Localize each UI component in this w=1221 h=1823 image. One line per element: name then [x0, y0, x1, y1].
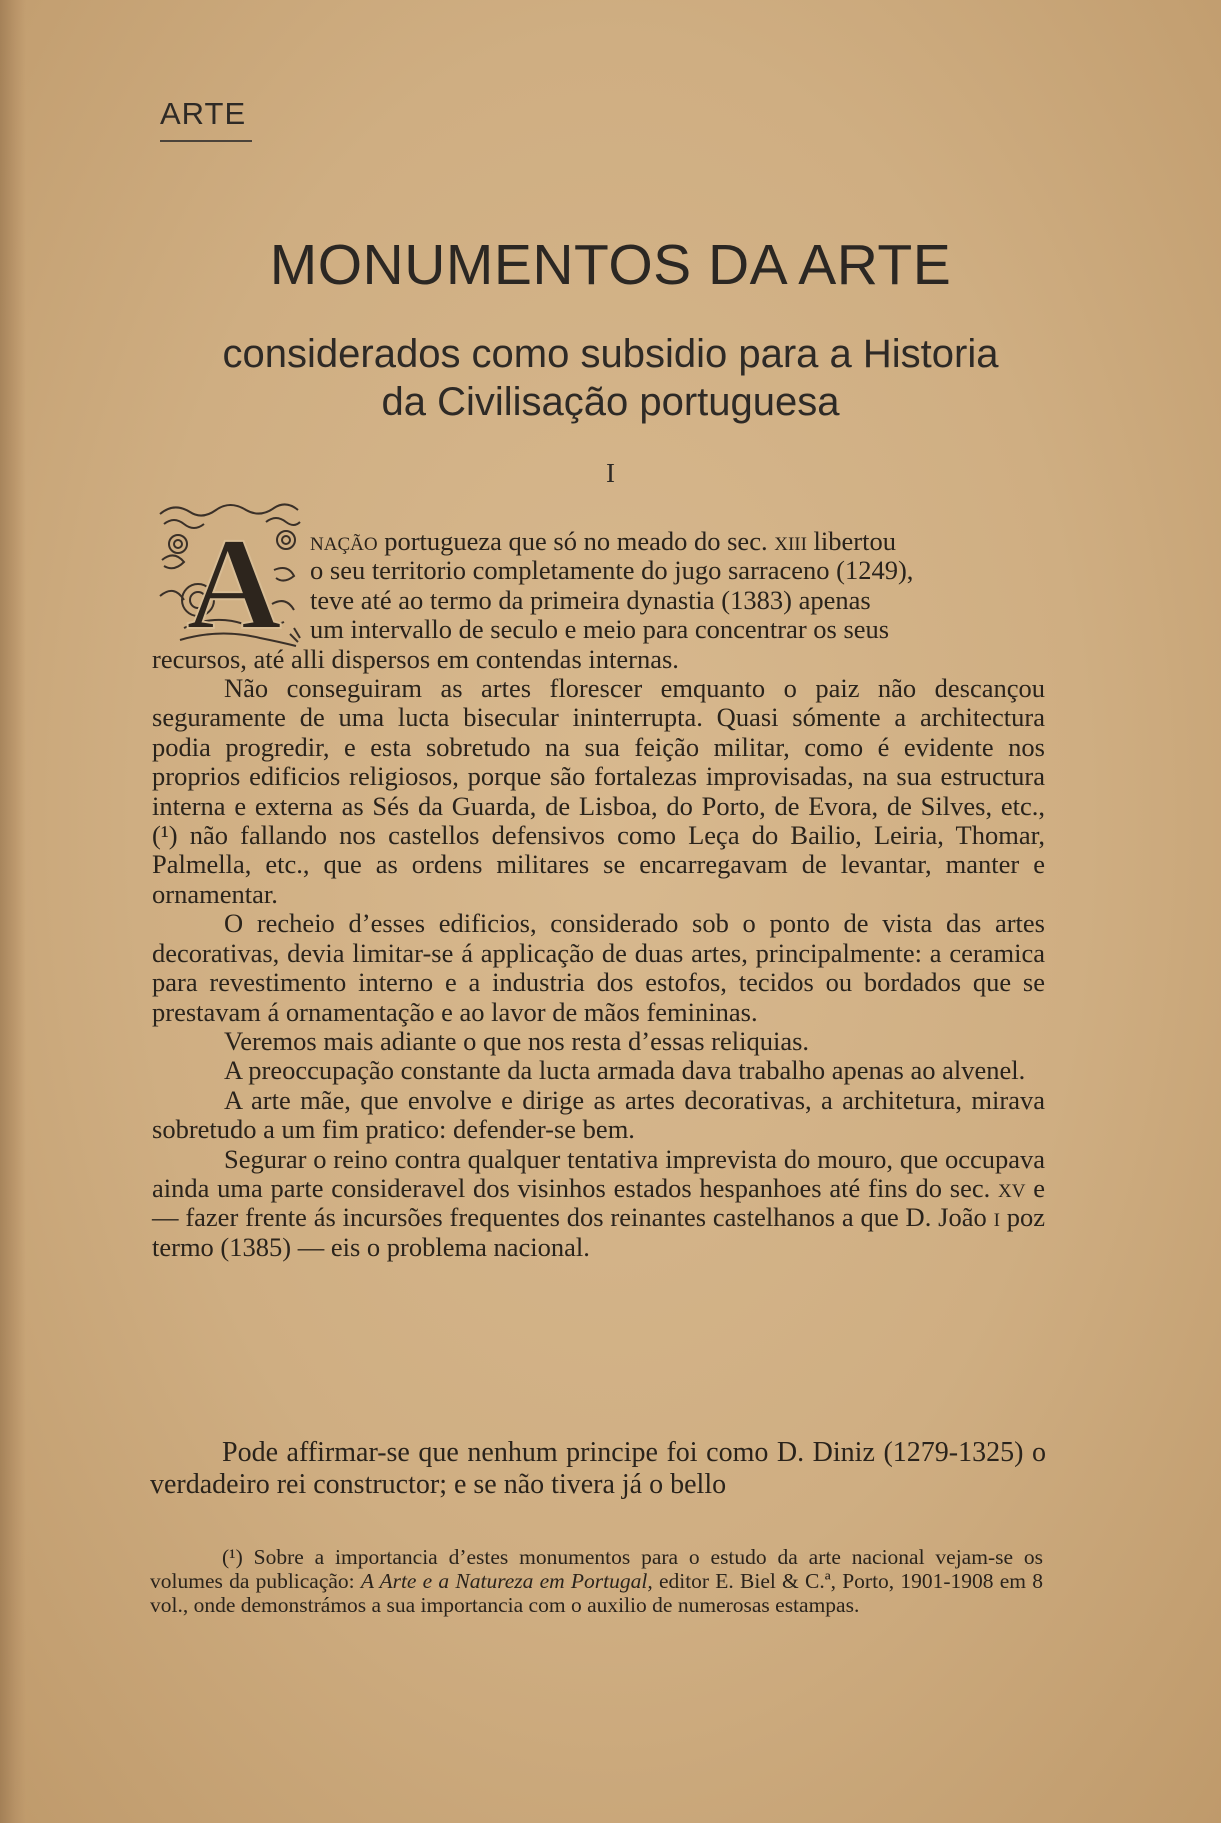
paragraph-2: Não conseguiram as artes florescer emquanto o paiz não descançou seguramente de uma lucta bisecular ininterrupta. Quasi sómente a architectura podia progredir, e esta sobretudo na sua feição militar, como é evidente nos proprios edificios religiosos, porque são fortalezas improvisadas, na sua estructura interna e externa as Sés da Guarda, de Lisboa, do Porto, de Evora, de Silves, etc., (¹) não fallando nos castellos defensivos como Leça do Bailio, Leiria, Thomar, Palmella, etc., que as ordens militares se encarregavam de levantar, manter e ornamentar.: [152, 673, 1045, 909]
paragraph-1-line-5: recursos, até alli dispersos em contendas internas.: [152, 643, 679, 674]
subtitle-line-2: da Civilisação portuguesa: [381, 380, 840, 424]
paragraph-7-part-3: poz termo (1385) — eis o problema nacional.: [152, 1202, 1046, 1262]
king-numeral: i: [993, 1202, 1000, 1233]
footnote-work-title: A Arte e a Natureza em Portugal,: [360, 1569, 653, 1593]
paragraph-1-line-2: o seu territorio completamente do jugo sarraceno (1249),: [310, 555, 914, 586]
running-head-rule: [160, 140, 252, 142]
footnote-part-2: editor E. Biel & C.ª, Porto, 1901-1908 em 8 vol., onde demonstrámos a sua importancia com o auxilio de numerosas estampas.: [150, 1569, 1043, 1617]
paragraph-1-line-1-text: portugueza que só no meado do sec.: [377, 526, 775, 556]
paragraph-8: Pode affirmar-se que nenhum principe foi como D. Diniz (1279-1325) o verdadeiro rei constructor; e se não tivera já o bello: [150, 1437, 1046, 1500]
body-text: [152, 527, 1045, 1262]
section-number: I: [606, 458, 615, 488]
paragraph-1-line-3: teve até ao termo da primeira dynastia (1383) apenas: [310, 584, 871, 615]
paragraph-1-line-4: um intervallo de seculo e meio para concentrar os seus: [310, 614, 890, 645]
article-title: MONUMENTOS DA ARTE: [269, 233, 952, 297]
paragraph-5: A preoccupação constante da lucta armada dava trabalho apenas ao alvenel.: [224, 1055, 1026, 1086]
paragraph-4: Veremos mais adiante o que nos resta d’essas reliquias.: [224, 1025, 810, 1056]
footnote: [150, 1545, 1043, 1617]
article-subtitle: [0, 330, 1221, 426]
drop-cap-letter: A: [186, 510, 282, 652]
opening-word: nação: [310, 526, 378, 556]
century-numeral: xiii: [774, 526, 807, 556]
paragraph-1: [152, 527, 1045, 674]
paragraph-1-line-1-end: libertou: [806, 526, 896, 556]
paragraph-7-part-1: Segurar o reino contra qualquer tentativa imprevista do mouro, que occupava ainda uma parte consideravel dos visinhos estados hespanhoes até fins do sec.: [152, 1143, 1045, 1203]
paragraph-1-line-1: [152, 527, 1045, 556]
running-head: ARTE: [160, 96, 247, 131]
subtitle-line-1: considerados como subsidio para a Historia: [222, 332, 999, 376]
paragraph-6: A arte mãe, que envolve e dirige as artes decorativas, a architetura, mirava sobretudo a um fim pratico: defender-se bem.: [152, 1084, 1045, 1145]
paragraph-7: [152, 1145, 1045, 1263]
footnote-part-1: (¹) Sobre a importancia d’estes monumentos para o estudo da arte nacional vejam-se os volumes da publicação:: [150, 1545, 1043, 1593]
paragraph-3: O recheio d’esses edificios, considerado sob o ponto de vista das artes decorativas, devia limitar-se á applicação de duas artes, principalmente: a ceramica para revestimento interno e a industria dos estofos, tecidos ou bordados que se prestavam á ornamentação e ao lavor de mãos femininas.: [152, 908, 1045, 1027]
century-numeral-xv: xv: [998, 1172, 1026, 1203]
paragraph-7-part-2: e — fazer frente ás incursões frequentes dos reinantes castelhanos a que D. João: [152, 1172, 1045, 1233]
